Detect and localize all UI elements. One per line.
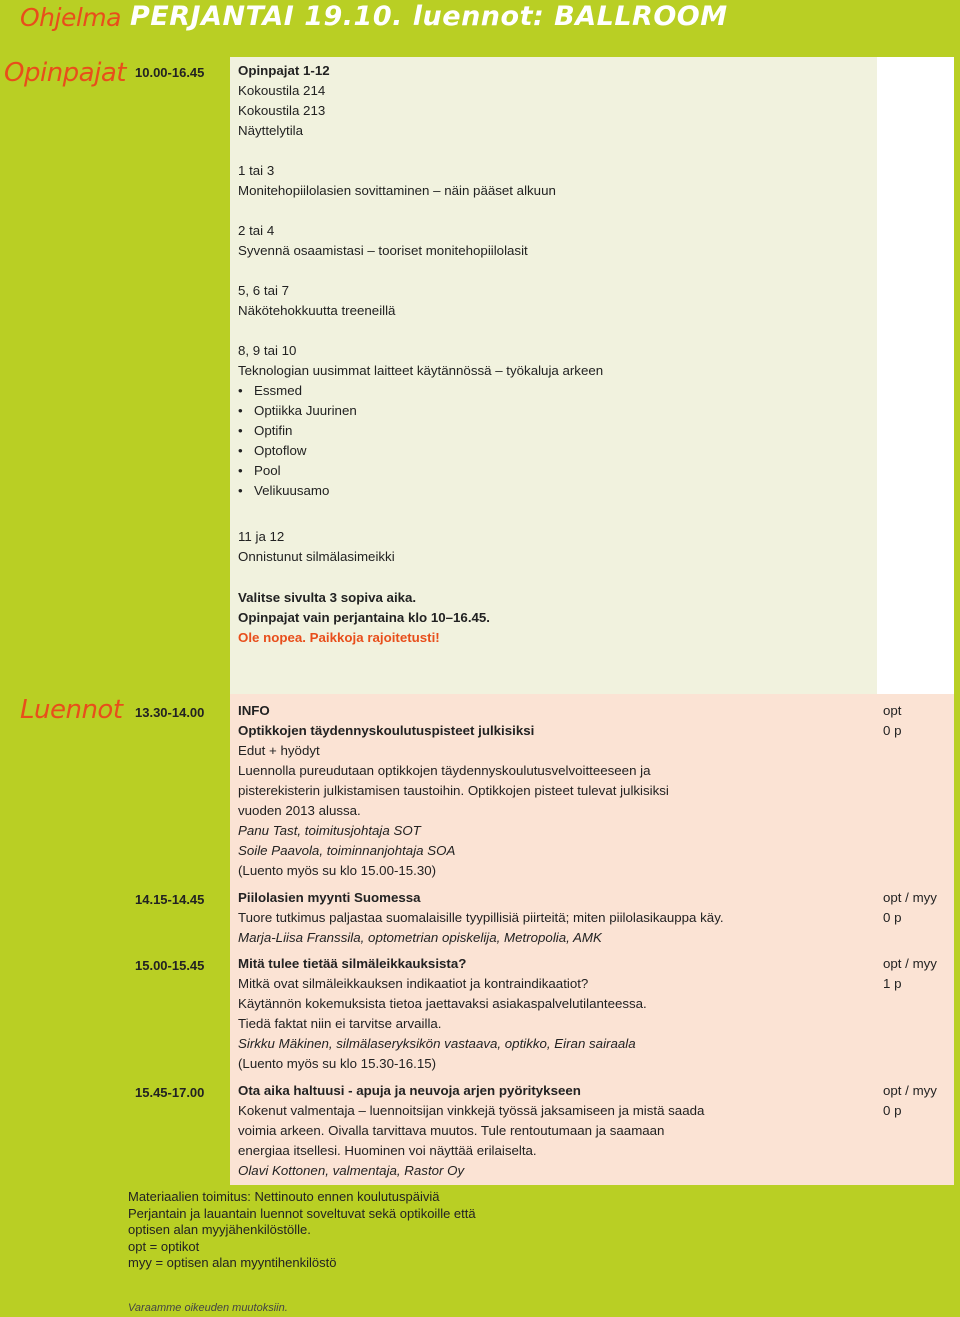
footer-line: Perjantain ja lauantain luennot soveltuvat sekä optikoille että bbox=[128, 1205, 476, 1221]
lecture-title: Mitä tulee tietää silmäleikkauksista? bbox=[238, 956, 467, 971]
workshop-topic: Onnistunut silmälasimeikki bbox=[238, 549, 395, 564]
workshop-numbers: 1 tai 3 bbox=[238, 163, 275, 178]
room: Kokoustila 214 bbox=[238, 83, 326, 98]
lecture-meta bbox=[883, 1081, 937, 1121]
workshop-numbers: 8, 9 tai 10 bbox=[238, 343, 297, 358]
notice-choose-time: Valitse sivulta 3 sopiva aika. bbox=[238, 590, 417, 605]
lecture-audience: opt bbox=[883, 703, 902, 718]
lecture-item bbox=[238, 888, 724, 948]
lecture-points: 0 p bbox=[883, 910, 902, 925]
lecture-description: pisterekisterin julkistamisen taustoihin. Optikkojen pisteet tulevat julkisiksi bbox=[238, 783, 669, 798]
lecture-speaker: Marja-Liisa Franssila, optometrian opiskelija, Metropolia, AMK bbox=[238, 930, 602, 945]
lecture-speaker: Sirkku Mäkinen, silmälaseryksikön vastaava, optikko, Eiran sairaala bbox=[238, 1036, 636, 1051]
lecture-audience: opt / myy bbox=[883, 956, 937, 971]
notice-limited-seats: Ole nopea. Paikkoja rajoitetusti! bbox=[238, 630, 440, 645]
lecture-time: 13.30-14.00 bbox=[135, 705, 205, 720]
lecture-repeat-note: (Luento myös su klo 15.00-15.30) bbox=[238, 863, 437, 878]
lecture-time: 14.15-14.45 bbox=[135, 892, 205, 907]
lecture-points: 0 p bbox=[883, 723, 902, 738]
lecture-description: voimia arkeen. Oivalla tarvittava muutos. Tule rentoutumaan ja saamaan bbox=[238, 1123, 665, 1138]
footer-line: optisen alan myyjähenkilöstölle. bbox=[128, 1222, 311, 1237]
workshop-numbers: 5, 6 tai 7 bbox=[238, 283, 290, 298]
lecture-description: vuoden 2013 alussa. bbox=[238, 803, 361, 818]
footer-line: Materiaalien toimitus: Nettinouto ennen koulutuspäiviä bbox=[128, 1189, 440, 1204]
workshop-topic: Teknologian uusimmat laitteet käytännössä – työkaluja arkeen bbox=[238, 363, 604, 378]
room: Näyttelytila bbox=[238, 123, 304, 138]
lecture-description: Käytännön kokemuksista tietoa jaettavaksi asiakaspalvelutilanteessa. bbox=[238, 996, 647, 1011]
notice-friday-only: Opinpajat vain perjantaina klo 10–16.45. bbox=[238, 610, 491, 625]
workshop-numbers: 11 ja 12 bbox=[238, 529, 285, 544]
workshops-title: Opinpajat 1-12 bbox=[238, 63, 330, 78]
lecture-item bbox=[238, 1081, 704, 1181]
lecture-time: 15.00-15.45 bbox=[135, 958, 205, 973]
lecture-subtitle: Optikkojen täydennyskoulutuspisteet julkisiksi bbox=[238, 723, 535, 738]
lecture-points: 0 p bbox=[883, 1103, 902, 1118]
workshop-topic: Monitehopiilolasien sovittaminen – näin pääset alkuun bbox=[238, 183, 556, 198]
lecture-meta bbox=[883, 954, 937, 994]
program-label: Ohjelma bbox=[20, 3, 121, 32]
lecture-speaker: Soile Paavola, toiminnanjohtaja SOA bbox=[238, 843, 456, 858]
exhibitor-item: • Optifin bbox=[238, 421, 603, 441]
room: Kokoustila 213 bbox=[238, 103, 326, 118]
footer-info bbox=[128, 1189, 476, 1272]
lecture-time: 15.45-17.00 bbox=[135, 1085, 205, 1100]
lecture-title: Piilolasien myynti Suomessa bbox=[238, 890, 421, 905]
changes-note: Varaamme oikeuden muutoksiin. bbox=[128, 1302, 288, 1314]
workshops-time: 10.00-16.45 bbox=[135, 65, 205, 80]
workshop-numbers: 2 tai 4 bbox=[238, 223, 275, 238]
workshops-content bbox=[238, 61, 603, 648]
lecture-description: Luennolla pureudutaan optikkojen täydennyskoulutusvelvoitteeseen ja bbox=[238, 763, 651, 778]
workshops-section-label: Opinpajat bbox=[4, 58, 126, 88]
page-title: PERJANTAI 19.10. luennot: BALLROOM bbox=[130, 1, 728, 32]
lecture-title: Ota aika haltuusi - apuja ja neuvoja arjen pyöritykseen bbox=[238, 1083, 581, 1098]
lecture-meta bbox=[883, 888, 937, 928]
workshop-topic: Syvennä osaamistasi – tooriset monitehopiilolasit bbox=[238, 243, 528, 258]
lecture-item bbox=[238, 954, 647, 1074]
lecture-description: Tuore tutkimus paljastaa suomalaisille tyypillisiä piirteitä; miten piilolasikauppa käy. bbox=[238, 910, 724, 925]
lecture-description: Mitkä ovat silmäleikkauksen indikaatiot ja kontraindikaatiot? bbox=[238, 976, 589, 991]
lecture-points: 1 p bbox=[883, 976, 902, 991]
footer-line: myy = optisen alan myyntihenkilöstö bbox=[128, 1255, 337, 1270]
workshop-topic: Näkötehokkuutta treeneillä bbox=[238, 303, 396, 318]
lecture-speaker: Olavi Kottonen, valmentaja, Rastor Oy bbox=[238, 1163, 465, 1178]
exhibitor-item: • Essmed bbox=[238, 381, 603, 401]
lecture-item bbox=[238, 701, 669, 881]
lecture-description: energiaa itsellesi. Huominen voi näyttää erilaiselta. bbox=[238, 1143, 537, 1158]
lecture-speaker: Panu Tast, toimitusjohtaja SOT bbox=[238, 823, 421, 838]
lecture-description: Tiedä faktat niin ei tarvitse arvailla. bbox=[238, 1016, 442, 1031]
exhibitor-item: • Velikuusamo bbox=[238, 481, 603, 501]
exhibitor-item: • Optoflow bbox=[238, 441, 603, 461]
lecture-meta bbox=[883, 701, 902, 741]
lecture-title: INFO bbox=[238, 703, 270, 718]
lectures-section-label: Luennot bbox=[20, 695, 123, 725]
lecture-audience: opt / myy bbox=[883, 1083, 937, 1098]
footer-line: opt = optikot bbox=[128, 1238, 200, 1254]
exhibitor-item: • Pool bbox=[238, 461, 603, 481]
exhibitor-item: • Optiikka Juurinen bbox=[238, 401, 603, 421]
lecture-repeat-note: (Luento myös su klo 15.30-16.15) bbox=[238, 1056, 437, 1071]
lecture-description: Edut + hyödyt bbox=[238, 743, 320, 758]
lecture-description: Kokenut valmentaja – luennoitsijan vinkkejä työssä jaksamiseen ja mistä saada bbox=[238, 1103, 705, 1118]
lecture-audience: opt / myy bbox=[883, 890, 937, 905]
